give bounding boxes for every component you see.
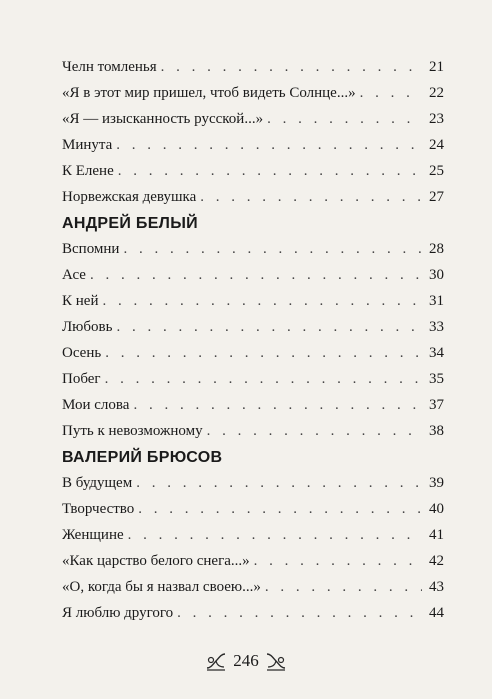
toc-entry-page: 43 <box>429 579 444 595</box>
toc-entry-title: Путь к невозможному <box>62 423 203 439</box>
toc-entry <box>62 292 444 310</box>
toc-entry-page: 28 <box>429 241 444 257</box>
toc-entry-title: Осень <box>62 345 102 361</box>
toc-entry-title: К ней <box>62 293 99 309</box>
toc-entry-title: Творчество <box>62 501 135 517</box>
toc-entry <box>62 474 444 492</box>
dot-leader <box>123 240 422 258</box>
toc-entry <box>62 370 444 388</box>
toc-entry-title: Челн томленья <box>62 59 157 75</box>
dot-leader <box>138 500 422 518</box>
page-footer <box>0 650 492 672</box>
toc-entry <box>62 318 444 336</box>
toc-entry-title: «Как царство белого снега...» <box>62 553 250 569</box>
toc-entry-title: Минута <box>62 137 113 153</box>
toc-entry <box>62 266 444 284</box>
dot-leader <box>102 292 422 310</box>
toc-entry-page: 24 <box>429 137 444 153</box>
dot-leader <box>265 578 422 596</box>
toc-entry <box>62 396 444 414</box>
toc-entry <box>62 162 444 180</box>
toc-entry-page: 22 <box>429 85 444 101</box>
toc-entry-title: Вспомни <box>62 241 120 257</box>
toc-entry <box>62 110 444 128</box>
toc-entry <box>62 84 444 102</box>
toc-entry-page: 25 <box>429 163 444 179</box>
toc-entry-page: 33 <box>429 319 444 335</box>
dot-leader <box>177 604 422 622</box>
toc-entry-page: 27 <box>429 189 444 205</box>
toc-entry-page: 42 <box>429 553 444 569</box>
toc-entry-title: Асе <box>62 267 86 283</box>
toc-entry-page: 30 <box>429 267 444 283</box>
toc-entry <box>62 240 444 258</box>
dot-leader <box>200 188 422 206</box>
toc-entry <box>62 58 444 76</box>
toc-entry-title: Женщине <box>62 527 124 543</box>
toc-entry-title: Побег <box>62 371 101 387</box>
toc-entry-title: «Я — изысканность русской...» <box>62 111 264 127</box>
dot-leader <box>128 526 422 544</box>
toc-entry-title: Любовь <box>62 319 113 335</box>
floral-ornament-icon <box>205 650 227 672</box>
dot-leader <box>267 110 422 128</box>
toc-entry-title: Я люблю другого <box>62 605 174 621</box>
toc-entry-title: Мои слова <box>62 397 130 413</box>
toc-entry-page: 40 <box>429 501 444 517</box>
toc-entry <box>62 500 444 518</box>
dot-leader <box>254 552 422 570</box>
toc-entry-page: 31 <box>429 293 444 309</box>
floral-ornament-icon <box>265 650 287 672</box>
toc-entry-page: 37 <box>429 397 444 413</box>
toc-entry-title: «Я в этот мир пришел, чтоб видеть Солнце...» <box>62 85 356 101</box>
toc-entry-page: 34 <box>429 345 444 361</box>
dot-leader <box>116 136 422 154</box>
toc-entry-title: К Елене <box>62 163 114 179</box>
toc-entry-page: 35 <box>429 371 444 387</box>
page-number: 246 <box>233 651 259 670</box>
toc-entry <box>62 604 444 622</box>
toc-entry <box>62 578 444 596</box>
section-heading: АНДРЕЙ БЕЛЫЙ <box>62 215 198 232</box>
toc-entry <box>62 526 444 544</box>
toc-entry-title: «О, когда бы я назвал своею...» <box>62 579 261 595</box>
toc-entry-page: 44 <box>429 605 444 621</box>
dot-leader <box>207 422 422 440</box>
dot-leader <box>105 370 422 388</box>
toc-entry <box>62 344 444 362</box>
dot-leader <box>90 266 422 284</box>
toc-entry <box>62 422 444 440</box>
dot-leader <box>136 474 422 492</box>
toc-entry-page: 38 <box>429 423 444 439</box>
toc-entry <box>62 552 444 570</box>
toc-entry-title: В будущем <box>62 475 133 491</box>
toc-entry-title: Норвежская девушка <box>62 189 197 205</box>
section-heading: ВАЛЕРИЙ БРЮСОВ <box>62 449 223 466</box>
toc-entry-page: 21 <box>429 59 444 75</box>
toc-entry-page: 41 <box>429 527 444 543</box>
dot-leader <box>116 318 422 336</box>
toc-entry <box>62 188 444 206</box>
toc-entry <box>62 136 444 154</box>
dot-leader <box>133 396 422 414</box>
dot-leader <box>161 58 422 76</box>
toc-entry-page: 39 <box>429 475 444 491</box>
toc-entry-page: 23 <box>429 111 444 127</box>
dot-leader <box>118 162 422 180</box>
dot-leader <box>360 84 422 102</box>
dot-leader <box>105 344 422 362</box>
